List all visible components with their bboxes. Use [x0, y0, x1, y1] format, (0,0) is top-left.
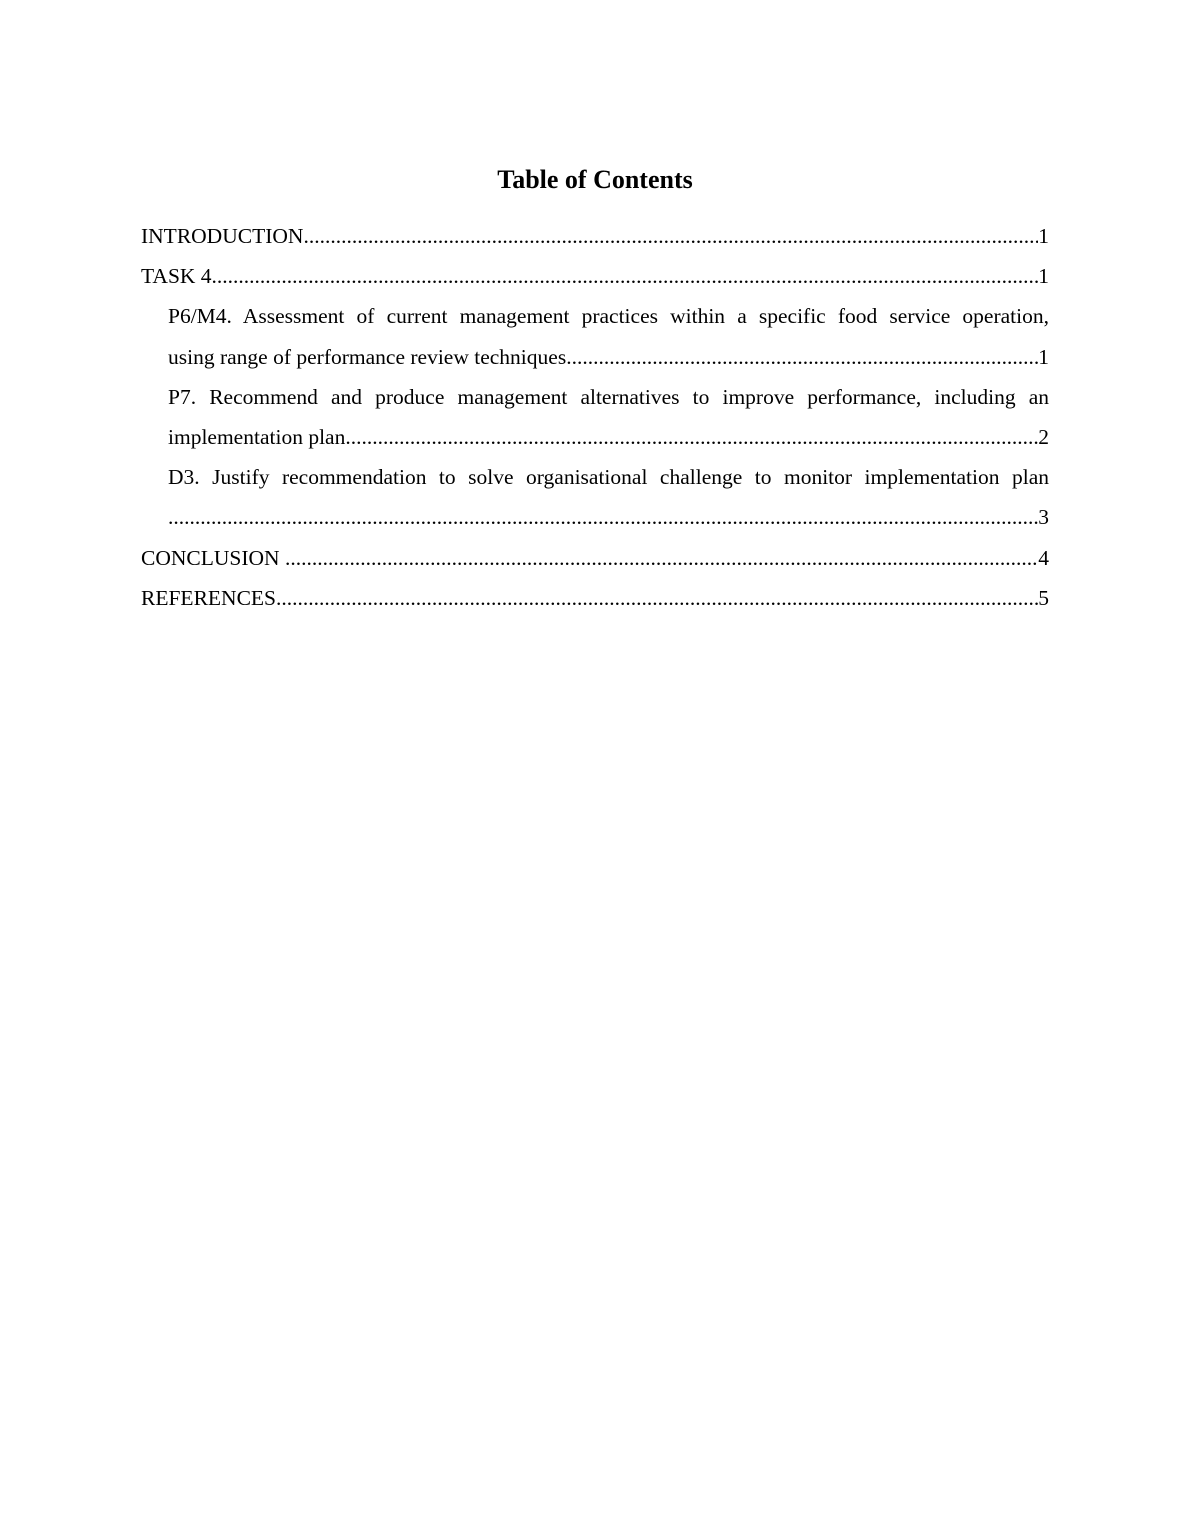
toc-page-number: 5: [1038, 585, 1049, 610]
toc-page-number: 4: [1038, 545, 1049, 570]
table-of-contents: [141, 216, 1049, 618]
toc-entry-references[interactable]: [141, 578, 1049, 618]
toc-page-number: 1: [1038, 264, 1049, 289]
toc-dot-leader: [303, 216, 1038, 256]
toc-dot-leader: [276, 578, 1038, 618]
toc-entry-introduction[interactable]: [141, 216, 1049, 256]
toc-entry-label: REFERENCES: [141, 585, 276, 610]
toc-page-number: 3: [1038, 505, 1049, 530]
toc-page-number: 2: [1038, 425, 1049, 450]
toc-dot-leader: [212, 256, 1039, 296]
toc-entry-conclusion[interactable]: [141, 538, 1049, 578]
toc-entry-label: implementation plan: [168, 425, 346, 450]
toc-dot-leader: [345, 417, 1038, 457]
toc-entry-p7[interactable]: [141, 377, 1049, 457]
toc-dot-leader: [566, 337, 1038, 377]
toc-entry-label-line: D3. Justify recommendation to solve organisational challenge to monitor implementation plan: [168, 465, 1049, 490]
toc-entry-task-4[interactable]: [141, 256, 1049, 296]
toc-page-number: 1: [1038, 224, 1049, 248]
toc-entry-label: using range of performance review techniques: [168, 344, 567, 369]
toc-entry-p6-m4[interactable]: [141, 296, 1049, 376]
toc-entry-d3[interactable]: [141, 457, 1049, 537]
toc-entry-label: TASK 4: [141, 264, 212, 289]
toc-entry-label: CONCLUSION: [141, 545, 285, 570]
toc-entry-label-line: P7. Recommend and produce management alternatives to improve performance, including an: [168, 384, 1049, 409]
toc-page-number: 1: [1038, 344, 1049, 369]
toc-entry-label: INTRODUCTION: [141, 224, 304, 248]
toc-entry-label-line: P6/M4. Assessment of current management practices within a specific food service operation,: [168, 304, 1049, 329]
toc-dot-leader: [168, 497, 1038, 537]
toc-title: Table of Contents: [497, 165, 693, 194]
toc-dot-leader: [285, 538, 1038, 578]
